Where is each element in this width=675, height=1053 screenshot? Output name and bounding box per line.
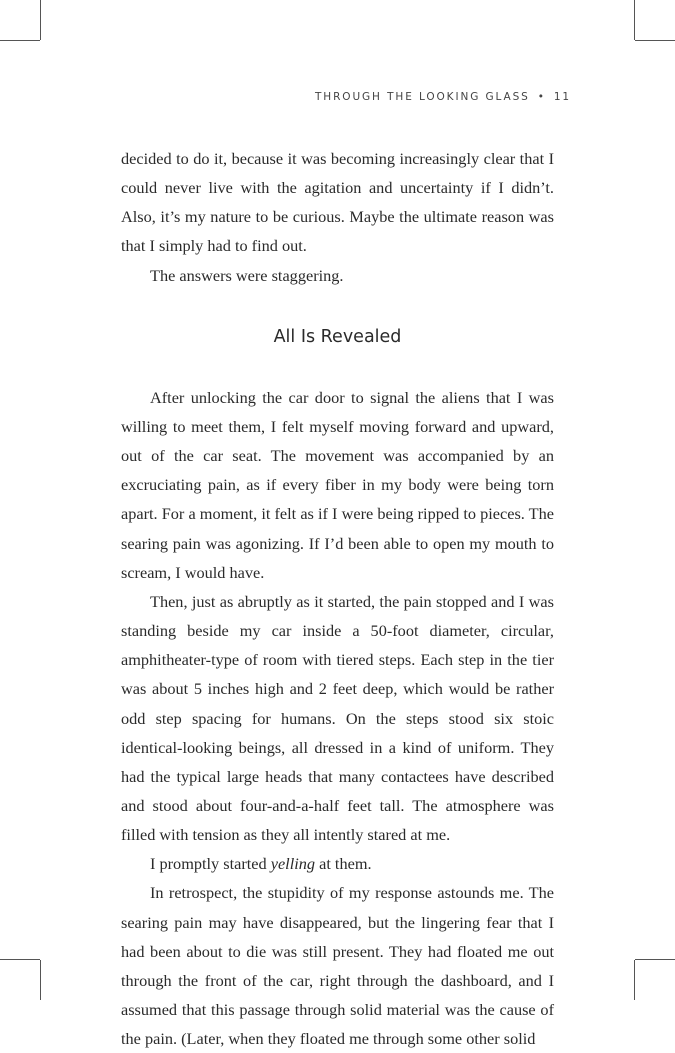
paragraph: decided to do it, because it was becoming increasingly clear that I could never live with the agitation and uncertainty if I didn’t. Also, it’s my nature to be curious. Maybe the ultimate reason was that I simply had to find out. <box>121 149 554 256</box>
crop-mark-top-left <box>40 0 41 40</box>
crop-mark-bottom-left <box>40 960 41 1000</box>
emphasis-text: yelling <box>270 854 316 874</box>
section-heading: All Is Revealed <box>273 326 402 347</box>
crop-mark-bottom-right <box>635 959 675 960</box>
paragraph <box>121 849 554 878</box>
running-head-title: THROUGH THE LOOKING GLASS <box>314 91 530 103</box>
paragraph-text: I promptly started <box>150 854 271 874</box>
page-number: 11 <box>553 91 571 103</box>
crop-mark-bottom-left <box>0 959 40 960</box>
crop-mark-top-right <box>635 40 675 41</box>
paragraph: In retrospect, the stupidity of my response astounds me. The searing pain may have disappeared, but the lingering fear that I had been about to die was still present. They had floated me out through the front of the car, right through the dashboard, and I assumed that this passage through solid material was the cause of the pain. (Later, when they floated me through some other solid <box>121 883 554 1049</box>
paragraph: After unlocking the car door to signal the aliens that I was willing to meet them, I felt myself moving forward and upward, out of the car seat. The movement was accompanied by an excruciating pain, as if every fiber in my body were being torn apart. For a moment, it felt as if I were being ripped to pieces. The searing pain was agonizing. If I’d been able to open my mouth to scream, I would have. <box>121 387 554 582</box>
body-text <box>121 144 554 1053</box>
paragraph: The answers were staggering. <box>150 265 344 285</box>
crop-mark-top-right <box>634 0 635 40</box>
crop-mark-bottom-right <box>634 960 635 1000</box>
paragraph: Then, just as abruptly as it started, the pain stopped and I was standing beside my car inside a 50-foot diameter, circular, amphitheater-type of room with tiered steps. Each step in the tier was about 5 inches high and 2 feet deep, which would be rather odd step spacing for humans. On the steps stood six stoic identical-looking beings, all dressed in a kind of uniform. They had the typical large heads that many contactees have described and stood about four-and-a-half feet tall. The atmosphere was filled with tension as they all intently stared at me. <box>121 591 554 845</box>
running-head-separator: • <box>537 91 546 103</box>
running-head <box>315 91 571 103</box>
crop-mark-top-left <box>0 40 40 41</box>
paragraph-text: at them. <box>315 854 372 874</box>
